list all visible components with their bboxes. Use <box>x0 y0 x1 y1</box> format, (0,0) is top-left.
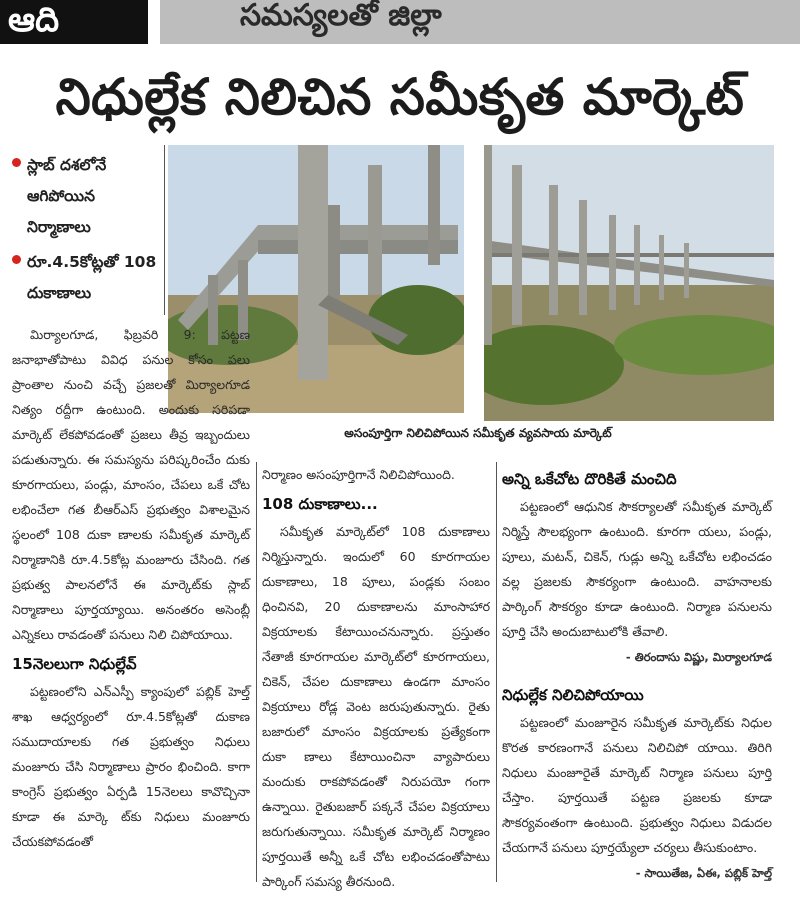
quote-paragraph: పట్టణంలో మంజూరైన సమీకృత మార్కెట్‌కు నిధుల కొరత కారణంగానే పనులు నిలిచిపో యాయి. తిరిగి నిధులు మంజూరైతే మార్కెట్ నిర్మాణ పనులు పూర్తి చేస్తాం. పూర్తయితే పట్టణ ప్రజలకు కూడా సౌకర్యవంతంగా ఉంటుంది. ప్రభుత్వం నిధులు విడుదల చేయగానే పనులు పూర్తయ్యేలా చర్యలు తీసుకుంటాం. <box>502 715 772 855</box>
article-intro: మిర్యాలగూడ, ఫిబ్రవరి 9: పట్టణ జనాభాతోపాటు వివిధ పనుల కోసం పలు ప్రాంతాల నుంచి వచ్చే ప్రజలతో మిర్యాలగూడ నిత్యం రద్దీగా ఉంటుంది. అందుకు సరిపడా మార్కెట్ లేకపోవడంతో ప్రజలు తీవ్ర ఇబ్బందులు పడుతున్నారు. ఈ సమస్యను పరిష్కరించేం దుకు కూరగాయలు, పండ్లు, మాంసం, చేపలు ఒకే చోట లభించేలా గత బీఆర్ఎస్ ప్రభుత్వం విశాలమైన స్థలంలో 108 దుకా ణాలకు సమీకృత మార్కెట్ నిర్మాణానికి రూ.4.5కోట్ల మంజూరు చేసింది. గత ప్రభుత్వ పాలనలోనే ఈ మార్కెట్‌కు స్లాబ్ నిర్మాణాలు పూర్తయ్యాయి. అనంతరం అసెంబ్లీ ఎన్నికలు రావడంతో పనులు నిలి చిపోయాయి. <box>12 327 250 642</box>
article-paragraph: నిర్మాణం అసంపూర్తిగానే నిలిచిపోయింది. <box>262 467 455 482</box>
subheading: 108 దుకాణాలు... <box>262 495 378 513</box>
photo-caption: అసంపూర్తిగా నిలిచిపోయిన సమీకృత వ్యవసాయ మార్కెట్ <box>344 426 612 440</box>
highlights <box>12 150 162 313</box>
article-paragraph: సమీకృత మార్కెట్‌లో 108 దుకాణాలు నిర్మిస్తున్నారు. ఇందులో 60 కూరగాయల దుకాణాలు, 18 పూలు, పండ్లకు సంబం ధించినవి, 20 దుకాణాలను మాంసాహార విక్రయాలకు కేటాయించనున్నారు. ప్రస్తుతం నేతాజీ కూరగాయల మార్కెట్‌లో కూరగాయలు, చికెన్, చేపల దుకాణాలు ఉండగా మాంసం విక్రయాలు రోడ్ల వెంట జరుపుతున్నారు. రైతు బజారులో మాంసం విక్రయాలకు ప్రత్యేకంగా దుకా ణాలు కేటాయించినా వ్యాపారులు మందుకు రాకపోవడంతో నిరుపయో గంగా ఉన్నాయి. రైతుబజార్ పక్కనే చేపల విక్రయాలు జరుగుతున్నాయి. సమీకృత మార్కెట్ నిర్మాణం పూర్తయితే అన్నీ ఒకే చోట లభించడంతోపాటు పార్కింగ్ సమస్య తీరనుంది. <box>262 524 490 889</box>
subheading: 15నెలలుగా నిధుల్లేవ్ <box>12 655 137 673</box>
highlight-text: స్లాబ్ దశలోనే ఆగిపోయిన నిర్మాణాలు <box>27 156 107 236</box>
column-divider <box>496 462 497 882</box>
bullet-icon <box>12 255 21 264</box>
article-column-left <box>12 322 250 854</box>
highlight-item <box>12 247 162 309</box>
highlight-text: రూ.4.5కోట్లతో 108 దుకాణాలు <box>27 253 157 302</box>
article-column-right <box>502 462 772 886</box>
section-label: సమస్యలతో జిల్లా <box>160 0 800 44</box>
market-photo-right <box>484 145 774 421</box>
newspaper-logo: ఆది <box>0 0 148 44</box>
market-structure-image <box>484 145 774 421</box>
headline: నిధుల్లేక నిలిచిన సమీకృత మార్కెట్ <box>55 68 745 126</box>
highlight-item <box>12 150 162 243</box>
quote-credit: - సాయితేజ, ఏఈ, పబ్లిక్ హెల్త్ <box>635 866 772 880</box>
quote-credit: - తిరందాసు విష్ణు, మిర్యాలగూడ <box>625 650 772 664</box>
quote-paragraph: పట్టణంలో ఆధునిక సౌకర్యాలతో సమీకృత మార్కెట్ నిర్మిస్తే సౌలభ్యంగా ఉంటుంది. కూరగా యలు, పండ్లు, పూలు, మటన్, చికెన్, గుడ్లు అన్ని ఒకేచోట లభించడం వల్ల ప్రజలకు సౌకర్యంగా ఉంటుంది. వాహనాలకు పార్కింగ్ సౌకర్యం కూడా ఉంటుంది. నిర్మాణ పనులను పూర్తి చేసి అందుబాటులోకి తేవాలి. <box>502 499 772 639</box>
subheading: అన్ని ఒకేచోట దొరికితే మంచిది <box>502 470 677 488</box>
article-column-middle <box>262 462 490 894</box>
subheading: నిధుల్లేక నిలిచిపోయాయి <box>502 686 644 704</box>
masthead <box>0 0 800 48</box>
column-divider <box>256 462 257 882</box>
column-divider <box>164 145 165 315</box>
article-paragraph: పట్టణంలోని ఎన్ఎస్పీ క్యాంపులో పబ్లిక్ హెల్త్ శాఖ ఆధ్వర్యంలో రూ.4.5కోట్లతో దుకాణ సముదాయాలకు గత ప్రభుత్వం నిధులు మంజూరు చేసి నిర్మాణాలు ప్రారం భించింది. కాగా కాంగ్రెస్ ప్రభుత్వం ఏర్పడి 15నెలలు కావొచ్చినా కూడా ఈ మార్కె ట్‌కు నిధులు మంజూరు చేయకపోవడంతో <box>12 684 250 849</box>
bullet-icon <box>12 158 21 167</box>
